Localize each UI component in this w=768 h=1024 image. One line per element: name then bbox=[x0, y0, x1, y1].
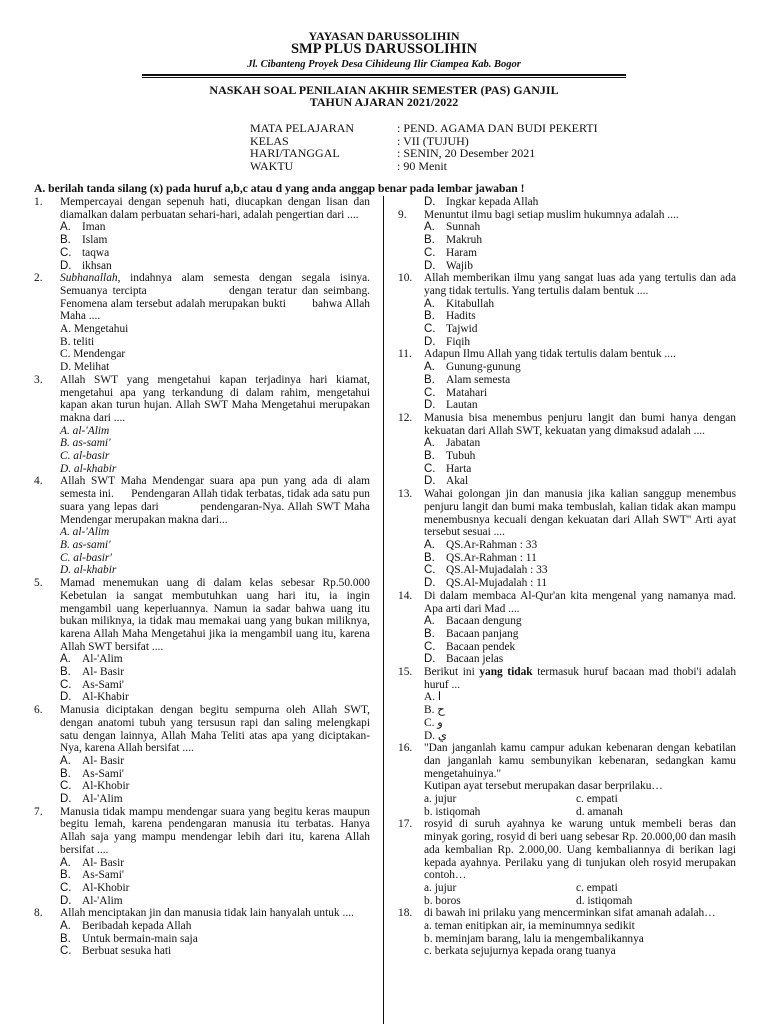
option-text: Tajwid bbox=[446, 323, 478, 336]
option-text: QS.Ar-Rahman : 33 bbox=[446, 538, 538, 551]
option-text: c. empati bbox=[576, 881, 618, 894]
option: A. Sunnah bbox=[424, 221, 481, 234]
option-text: Makruh bbox=[446, 234, 483, 247]
info-key: WAKTU bbox=[250, 158, 294, 173]
option-text: As-Sami' bbox=[82, 678, 124, 691]
option-text: QS.Al-Mujadalah : 11 bbox=[446, 577, 548, 590]
option-text: a. jujur bbox=[424, 793, 457, 806]
options bbox=[424, 793, 736, 818]
question-text: Berikut ini bbox=[424, 666, 480, 679]
option: D. ikhsan bbox=[60, 259, 112, 272]
question-text-continued: Kutipan ayat tersebut merupakan dasar berprilaku… bbox=[424, 780, 663, 793]
option-text: Untuk bermain-main saja bbox=[82, 932, 198, 945]
option: A. Beribadah kepada Allah bbox=[60, 920, 192, 933]
question-number: 1. bbox=[34, 196, 43, 208]
options bbox=[60, 221, 370, 272]
question-number: 10. bbox=[398, 272, 413, 285]
info-value: : VII (TUJUH) bbox=[397, 133, 469, 148]
question-number: 16. bbox=[398, 742, 413, 755]
question-10 bbox=[398, 272, 736, 297]
option-text: Sunnah bbox=[446, 221, 481, 234]
option: A. Jabatan bbox=[424, 437, 481, 450]
option-text: a. teman enitipkan air, ia meminumnya sedikit bbox=[424, 920, 635, 933]
option-text: Bacaan pendek bbox=[446, 640, 516, 653]
question-4 bbox=[34, 475, 373, 526]
option-text: Bacaan dengung bbox=[446, 615, 522, 628]
option-text: Al-Khobir bbox=[82, 881, 130, 894]
option-text: Al-'Alim bbox=[82, 894, 123, 907]
option: D. QS.Al-Mujadalah : 11 bbox=[424, 577, 548, 590]
option: B. Al- Basir bbox=[60, 666, 125, 679]
options bbox=[424, 437, 736, 488]
option: B. Untuk bermain-main saja bbox=[60, 932, 198, 945]
options bbox=[60, 755, 370, 806]
option: D. Akal bbox=[424, 475, 469, 488]
option: A. Iman bbox=[60, 221, 106, 234]
option-text: A. al-'Alim bbox=[60, 424, 110, 437]
option: C. Harta bbox=[424, 462, 472, 475]
option-text: As-Sami' bbox=[82, 767, 124, 780]
option: B. QS.Ar-Rahman : 11 bbox=[424, 551, 537, 564]
option: D. Lautan bbox=[424, 399, 478, 412]
option: B. Bacaan panjang bbox=[424, 627, 519, 640]
options bbox=[60, 857, 370, 908]
option-text: Haram bbox=[446, 246, 477, 259]
option: C. Haram bbox=[424, 246, 477, 259]
option: D. Al-'Alim bbox=[60, 894, 123, 907]
option: B. As-Sami' bbox=[60, 869, 124, 882]
question-7 bbox=[34, 806, 370, 857]
option: C. Berbuat sesuka hati bbox=[60, 945, 172, 958]
option-text: D. al-khabir bbox=[60, 462, 117, 475]
question-text: Manusia diciptakan dengan begitu sempurna oleh Allah SWT, dengan anatomi tubuh yang tersusun rapi dan saling melengkapi satu dengan lainnya, Allah Maha Teliti atas apa yang diciptakan-Nya, karena Allah bersifat .... bbox=[60, 704, 370, 755]
options bbox=[424, 615, 736, 666]
options bbox=[60, 425, 370, 476]
question-text: termasuk huruf bacaan mad thobi'i adalah huruf ... bbox=[424, 666, 737, 691]
options bbox=[424, 920, 736, 958]
option-text: A. ا bbox=[424, 691, 442, 704]
question-text: Mempercayai dengan sepenuh hati, diucapkan dengan lisan dan diamalkan dalam perbuatan sehari-hari, adalah pengertian dari .... bbox=[60, 196, 370, 221]
question-text: di bawah ini prilaku yang mencerminkan sifat amanah adalah… bbox=[424, 907, 716, 920]
option: B. Alam semesta bbox=[424, 373, 511, 386]
question-16 bbox=[398, 742, 736, 780]
option: D. Al-Khabir bbox=[60, 691, 129, 704]
question-text: Adapun Ilmu Allah yang tidak tertulis dalam bentuk .... bbox=[424, 348, 676, 361]
option: B. Hadits bbox=[424, 310, 476, 323]
question-text: Manusia tidak mampu mendengar suara yang begitu keras maupun begitu lemah, karena pendengaran manusia itu terbatas. Hanya Allah saja yang mampu mendengar lebih dari itu, karena Allah bersifat .... bbox=[60, 805, 370, 856]
question-text: rosyid di suruh ayahnya ke warung untuk membeli beras dan minyak goring, rosyid di beri uang sebesar Rp. 20.000,00 dan masih ada kembalian Rp. 2.000,00. Uang kembaliannya di berikan lagi kepada ayahnya. Perilaku yang di tunjukan oleh rosyid merupakan contoh… bbox=[424, 818, 736, 882]
question-text: Allah SWT Maha Mendengar suara apa pun yang ada di alam semesta ini. Pendengaran Allah tidak terbatas, tidak ada satu pun suara yang lepas dari pendengaran-Nya. Allah SWT Maha Mendengar merupakan makna dari... bbox=[60, 475, 373, 526]
question-text: Manusia bisa menembus penjuru langit dan bumi hanya dengan kekuatan dari Allah SWT, kekuatan yang dimaksud adalah .... bbox=[424, 411, 736, 437]
option: C. taqwa bbox=[60, 246, 110, 259]
question-12 bbox=[398, 412, 736, 437]
question-text: Allah menciptakan jin dan manusia tidak lain hanyalah untuk .... bbox=[60, 907, 354, 920]
question-number: 7. bbox=[34, 805, 43, 818]
option-text: c. berkata sejujurnya kepada orang tuanya bbox=[424, 945, 616, 958]
option-text: C. و bbox=[424, 716, 443, 729]
options bbox=[424, 882, 736, 907]
question-number: 15. bbox=[398, 666, 413, 679]
question-text: Allah memberikan ilmu yang sangat luas ada yang tertulis dan ada yang tidak tertulis. Yang tertulis dalam bentuk .... bbox=[424, 272, 736, 297]
option-text: A. al-'Alim bbox=[60, 526, 110, 539]
option-text: Al-'Alim bbox=[82, 793, 123, 806]
question-number: 8. bbox=[34, 907, 43, 920]
instruction: A. berilah tanda silang (x) pada huruf a,b,c atau d yang anda anggap benar pada lembar jawaban ! bbox=[34, 182, 525, 195]
option-text: Jabatan bbox=[446, 437, 481, 450]
option: C. Al-Khobir bbox=[60, 881, 130, 894]
question-number: 3. bbox=[34, 373, 43, 386]
question-number: 5. bbox=[34, 577, 43, 590]
option-text: Tubuh bbox=[446, 450, 476, 463]
question-11 bbox=[398, 348, 736, 361]
info-value: : 90 Menit bbox=[397, 158, 447, 173]
option-text: Iman bbox=[82, 221, 106, 234]
option: D. Wajib bbox=[424, 259, 473, 272]
question-number: 18. bbox=[398, 907, 413, 920]
options bbox=[424, 196, 736, 209]
question-text: "Dan janganlah kamu campur adukan kebenaran dengan kebatilan dan janganlah kamu sembunyikan kebenaran, sedangkan kamu mengetahuinya." bbox=[424, 742, 736, 780]
option-text: Al- Basir bbox=[82, 666, 125, 679]
option-text: QS.Ar-Rahman : 11 bbox=[446, 551, 537, 564]
option: B. Tubuh bbox=[424, 450, 476, 463]
question-text: Mamad menemukan uang di dalam kelas sebesar Rp.50.000 Kebetulan ia sangat membutuhkan uang hari itu, ia ingin mengambil uang keperluannya. Namun ia sadar bahwa uang itu bukan miliknya, ia tidak mau memakai uang yang bukan miliknya, karena Allah Maha Mengetahui jika ia mengambil uang itu, karena Allah SWT bersifat .... bbox=[60, 577, 370, 653]
option-text: C. al-basir bbox=[60, 450, 110, 463]
exam-title: NASKAH SOAL PENILAIAN AKHIR SEMESTER (PAS) GANJIL bbox=[209, 83, 559, 97]
option-text: Beribadah kepada Allah bbox=[82, 920, 192, 933]
question-text: Di dalam membaca Al-Qur'an kita mengenal yang namanya mad. Apa arti dari Mad .... bbox=[424, 589, 736, 615]
question-text: Wahai golongan jin dan manusia jika kalian sanggup menembus penjuru langit dan bumi maka tembuslah, kalian tidak akan mampu menembusnya kecuali dengan kekuatan dari Allah SWT" Arti ayat tersebut sesuai .... bbox=[424, 488, 736, 539]
option-text: Matahari bbox=[446, 386, 488, 399]
option-text: b. meminjam barang, lalu ia mengembalikannya bbox=[424, 932, 644, 945]
info-key: KELAS bbox=[250, 133, 289, 148]
options bbox=[60, 323, 370, 374]
option-text: b. istiqomah bbox=[424, 805, 481, 818]
option: B. As-Sami' bbox=[60, 767, 124, 780]
option-text: taqwa bbox=[82, 246, 110, 259]
question-text: Menuntut ilmu bagi setiap muslim hukumnya adalah .... bbox=[424, 208, 679, 221]
option: B. Makruh bbox=[424, 234, 483, 247]
option-text: C. Mendengar bbox=[60, 348, 126, 361]
option-text: Berbuat sesuka hati bbox=[82, 945, 172, 958]
option-text: Al-Khabir bbox=[82, 691, 129, 704]
question-text-italic: Subhanallah bbox=[60, 272, 118, 285]
option-text: Al- Basir bbox=[82, 856, 125, 869]
options bbox=[424, 539, 736, 590]
option: A. Gunung-gunung bbox=[424, 361, 521, 374]
option: D. Al-'Alim bbox=[60, 793, 123, 806]
question-8 bbox=[34, 907, 370, 920]
option: A. QS.Ar-Rahman : 33 bbox=[424, 538, 538, 551]
school-name: SMP PLUS DARUSSOLIHIN bbox=[290, 41, 478, 57]
options bbox=[424, 691, 736, 742]
option: B. Islam bbox=[60, 234, 108, 247]
option: A. Bacaan dengung bbox=[424, 615, 522, 628]
option-text: As-Sami' bbox=[82, 869, 124, 882]
right-column bbox=[398, 196, 736, 958]
question-text: Allah SWT yang mengetahui kapan terjadinya hari kiamat, mengetahui apa yang terkandung di dalam rahim, mengetahui kapan akan turun hujan. Allah SWT Maha Mengetahui merupakan makna dari .... bbox=[60, 373, 370, 424]
option-text: Hadits bbox=[446, 310, 476, 323]
options bbox=[424, 221, 736, 272]
option-text: A. Mengetahui bbox=[60, 323, 129, 336]
option-text: Fiqih bbox=[446, 335, 471, 348]
exam-info bbox=[250, 122, 598, 172]
option-text: b. boros bbox=[424, 894, 461, 907]
question-number: 13. bbox=[398, 488, 413, 501]
question-number: 17. bbox=[398, 818, 413, 831]
option-text: QS.Al-Mujadalah : 33 bbox=[446, 564, 548, 577]
question-14 bbox=[398, 590, 736, 615]
option-text: Lautan bbox=[446, 399, 478, 412]
question-number: 9. bbox=[398, 208, 407, 221]
option-text: D. al-khabir bbox=[60, 564, 117, 577]
option: C. Matahari bbox=[424, 386, 488, 399]
info-value: : PEND. AGAMA DAN BUDI PEKERTI bbox=[397, 121, 598, 135]
option: A. Al- Basir bbox=[60, 856, 125, 869]
option-text: Alam semesta bbox=[446, 373, 511, 386]
question-number: 2. bbox=[34, 272, 43, 285]
header-rule-thin bbox=[142, 77, 626, 78]
question-1 bbox=[34, 196, 370, 221]
question-18 bbox=[398, 907, 736, 920]
option-text: ikhsan bbox=[82, 259, 112, 272]
option: D. Fiqih bbox=[424, 335, 471, 348]
option-text: Gunung-gunung bbox=[446, 361, 521, 374]
question-9 bbox=[398, 209, 736, 222]
option-text: d. amanah bbox=[576, 805, 623, 818]
option: A. Kitabullah bbox=[424, 297, 495, 310]
option: C. As-Sami' bbox=[60, 678, 124, 691]
option: A. Al-'Alim bbox=[60, 653, 123, 666]
option: C. Bacaan pendek bbox=[424, 640, 516, 653]
option: C. QS.Al-Mujadalah : 33 bbox=[424, 564, 548, 577]
options bbox=[424, 361, 736, 412]
option-text: Ingkar kepada Allah bbox=[446, 196, 539, 208]
option-text: Harta bbox=[446, 462, 472, 475]
option-text: Islam bbox=[82, 234, 108, 247]
option-text: Al-Khobir bbox=[82, 780, 130, 793]
option-text: Akal bbox=[446, 475, 469, 488]
left-column bbox=[34, 196, 373, 958]
options bbox=[60, 653, 370, 704]
option: C. Al-Khobir bbox=[60, 780, 130, 793]
exam-year: TAHUN AJARAN 2021/2022 bbox=[309, 95, 459, 109]
info-value: : SENIN, 20 Desember 2021 bbox=[397, 146, 536, 161]
option-text: Bacaan jelas bbox=[446, 653, 504, 666]
question-number: 14. bbox=[398, 589, 413, 602]
option-text: Wajib bbox=[446, 259, 473, 272]
option-text: C. al-basir' bbox=[60, 551, 112, 564]
option-text: Bacaan panjang bbox=[446, 627, 519, 640]
option-text: c. empati bbox=[576, 793, 618, 806]
question-5 bbox=[34, 577, 370, 653]
question-2 bbox=[34, 272, 373, 323]
option-text: Kitabullah bbox=[446, 297, 495, 310]
option-text: a. jujur bbox=[424, 881, 457, 894]
info-key: MATA PELAJARAN bbox=[250, 121, 355, 135]
header-rule bbox=[142, 74, 626, 76]
question-6 bbox=[34, 704, 370, 755]
option-text: Al-'Alim bbox=[82, 653, 123, 666]
option: D. Bacaan jelas bbox=[424, 653, 504, 666]
info-key: HARI/TANGGAL bbox=[250, 146, 340, 161]
question-13 bbox=[398, 488, 736, 539]
option-text: d. istiqomah bbox=[576, 894, 633, 907]
question-3 bbox=[34, 374, 370, 425]
option-text: B. ح bbox=[424, 704, 445, 717]
question-number: 11. bbox=[398, 348, 412, 361]
foundation-name: YAYASAN DARUSSOLIHIN bbox=[308, 29, 460, 43]
options bbox=[60, 920, 370, 958]
option-text: B. as-sami' bbox=[60, 437, 111, 450]
option-text: B. teliti bbox=[60, 335, 95, 348]
question-number: 6. bbox=[34, 704, 43, 717]
question-15 bbox=[398, 666, 736, 691]
option: A. Al- Basir bbox=[60, 754, 125, 767]
options bbox=[60, 526, 370, 577]
question-17 bbox=[398, 818, 736, 882]
question-number: 12. bbox=[398, 411, 413, 424]
option-text: D. ي bbox=[424, 729, 447, 742]
options bbox=[424, 298, 736, 349]
question-text-bold: yang tidak bbox=[479, 666, 533, 679]
school-address: Jl. Cibanteng Proyek Desa Cihideung Ilir Ciampea Kab. Bogor bbox=[247, 59, 521, 70]
option: C. Tajwid bbox=[424, 323, 478, 336]
question-text: , indahnya alam semesta dengan segala isinya. Semuanya tercipta dengan teratur dan seimbang. Fenomena alam tersebut adalah merupakan bukti bahwa Allah Maha .... bbox=[60, 272, 373, 323]
option: D. Ingkar kepada Allah bbox=[424, 196, 539, 208]
option-text: B. as-sami' bbox=[60, 538, 111, 551]
option-text: Al- Basir bbox=[82, 754, 125, 767]
column-divider bbox=[383, 196, 384, 1024]
option-text: D. Melihat bbox=[60, 361, 110, 374]
question-number: 4. bbox=[34, 475, 43, 488]
